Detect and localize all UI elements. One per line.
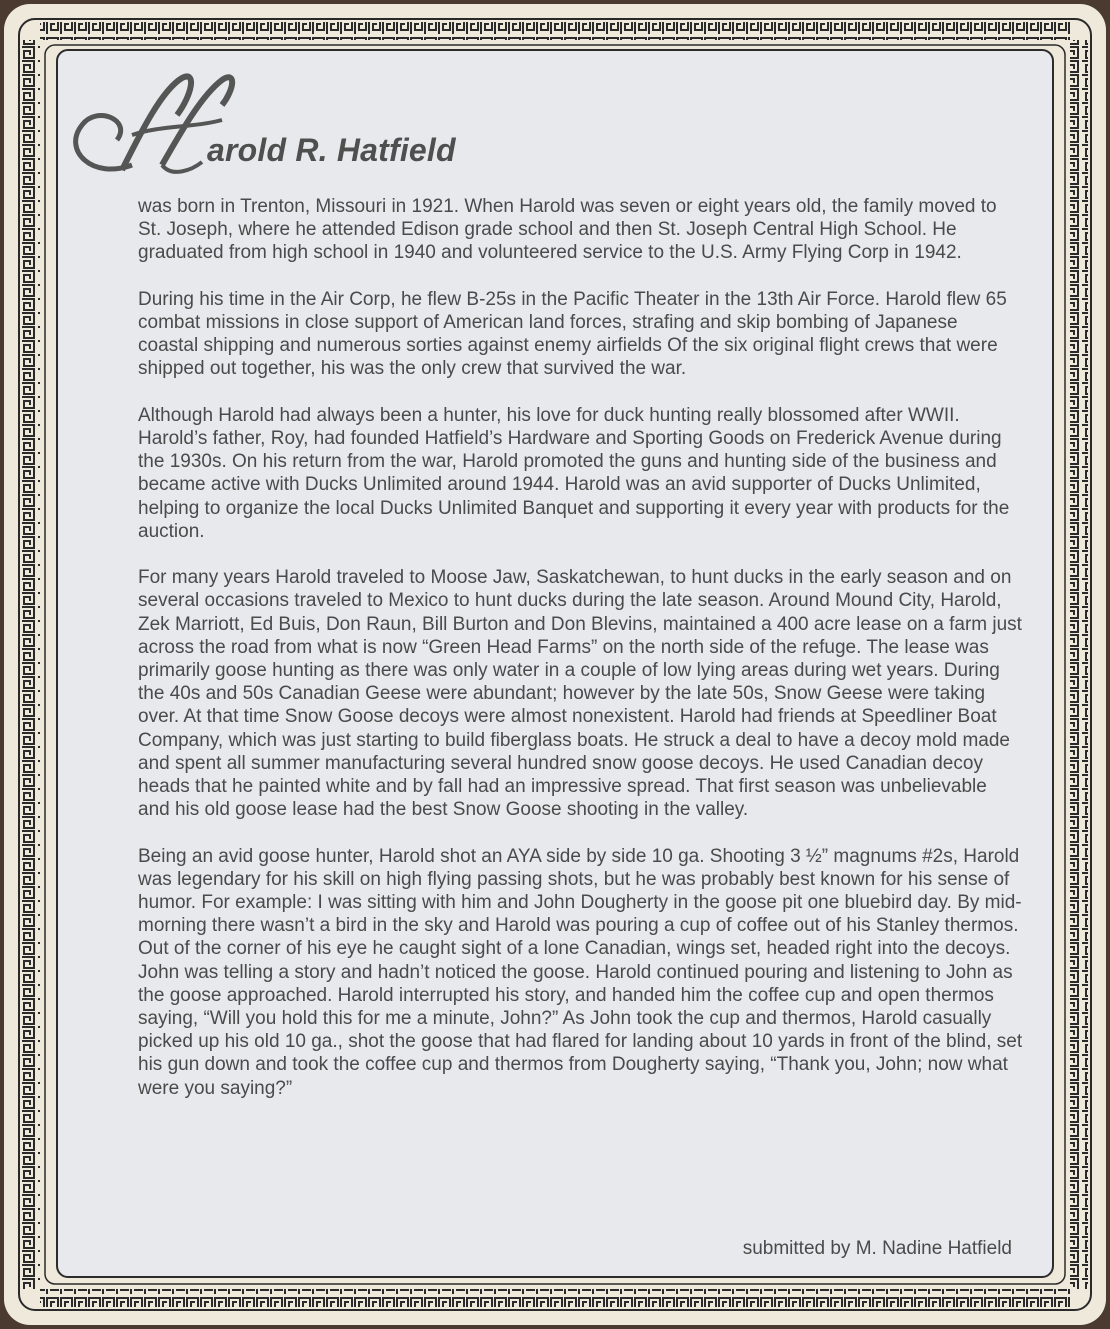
biography-text <box>138 195 1023 1123</box>
paragraph-duck-hunting: Although Harold had always been a hunter, his love for duck hunting really blossomed after WWII. Harold’s father, Roy, had founded Hatfield’s Hardware and Sporting Goods on Frederick Avenue during the 1930s. On his return from the war, Harold promoted the guns and hunting side of the business and became active with Ducks Unlimited around 1944. Harold was an avid supporter of Ducks Unlimited, helping to organize the local Ducks Unlimited Banquet and supporting it every year with products for the auction. <box>138 404 1010 542</box>
paragraph-anecdote: Being an avid goose hunter, Harold shot an AYA side by side 10 ga. Shooting 3 ½” magnums #2s, Harold was legendary for his skill on high flying passing shots, but he was probably best known for his sense of humor. For example: I was sitting with him and John Dougherty in the goose pit one bluebird day. By mid-morning there wasn’t a bird in the sky and Harold was pouring a cup of coffee out of his Stanley thermos. Out of the corner of his eye he caught sight of a lone Canadian, wings set, headed right into the decoys. John was telling a story and hadn’t noticed the goose. Harold continued pouring and listening to John as the goose approached. Harold interrupted his story, and handed him the coffee cup and open thermos saying, “Will you hold this for me a minute, John?” As John took the cup and thermos, Harold casually picked up his old 10 ga., shot the goose that had flared for landing about 10 yards in front of the blind, set his gun down and took the coffee cup and thermos from Dougherty saying, “Thank you, John; now what were you saying?” <box>138 845 1023 1099</box>
signature-line: submitted by M. Nadine Hatfield <box>742 1238 1012 1259</box>
title-name: arold R. Hatfield <box>207 132 456 168</box>
paragraph-goose-lease: For many years Harold traveled to Moose Jaw, Saskatchewan, to hunt ducks in the early season and on several occasions traveled to Mexico to hunt ducks during the late season. Around Mound City, Harold, Zek Marriott, Ed Buis, Don Raun, Bill Burton and Don Blevins, maintained a 400 acre lease on a farm just across the road from what is now “Green Head Farms” on the north side of the refuge. The lease was primarily goose hunting as there was only water in a couple of low lying areas during wet years. During the 40s and 50s Canadian Geese were abundant; however by the late 50s, Snow Geese were taking over. At that time Snow Goose decoys were almost nonexistent. Harold had friends at Speedliner Boat Company, which was just starting to build fiberglass boats. He struck a deal to have a decoy mold made and spent all summer manufacturing several hundred snow goose decoys. He used Canadian decoy heads that he painted white and by fall had an impressive spread. That first season was unbelievable and his old goose lease had the best Snow Goose shooting in the valley. <box>138 567 1022 821</box>
paragraph-birth: was born in Trenton, Missouri in 1921. When Harold was seven or eight years old, the family moved to St. Joseph, where he attended Edison grade school and then St. Joseph Central High School. He graduated from high school in 1940 and volunteered service to the U.S. Army Flying Corp in 1942. <box>138 196 997 264</box>
script-initial-flourish <box>62 70 262 190</box>
page-title <box>62 70 662 190</box>
paragraph-air-corp: During his time in the Air Corp, he flew B-25s in the Pacific Theater in the 13th Air Force. Harold flew 65 combat missions in close support of American land forces, strafing and skip bombing of Japanese coastal shipping and numerous sorties against enemy airfields Of the six original flight crews that were shipped out together, his was the only crew that survived the war. <box>138 288 1007 380</box>
